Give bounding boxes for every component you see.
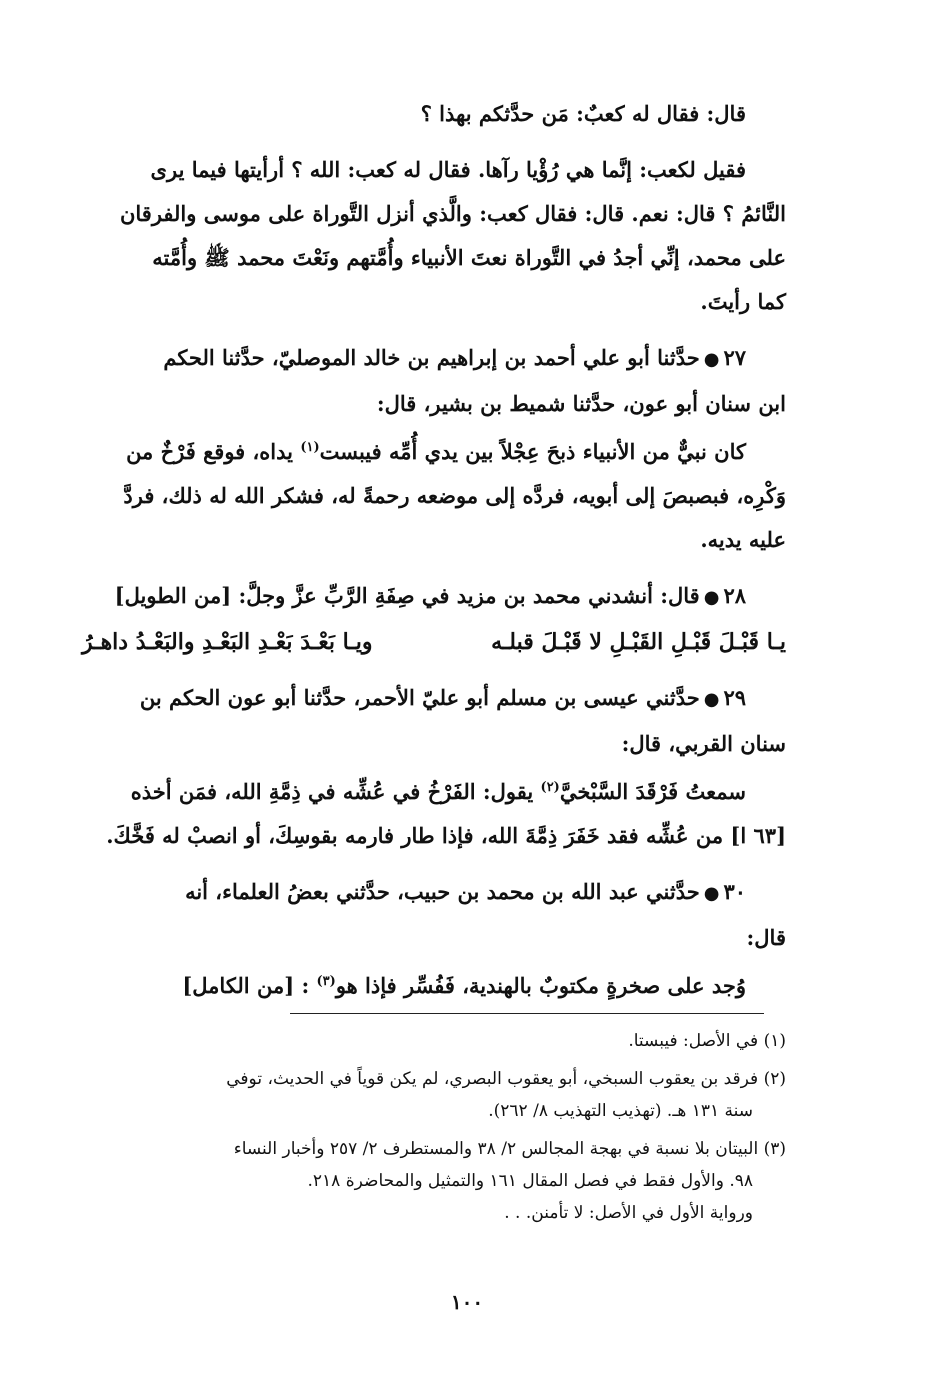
footnote-mark: (٣) [763,1139,786,1159]
footnote-2-line1 [82,1063,786,1095]
hadith-29-body-line2: [٦٣ ا] من عُشِّه فقد خَفَرَ ذِمَّةَ الله، فإذا طار فارمه بقوسِكَ، أو انصبْ له فَخَّكَ. [106,823,786,848]
hadith-27-body-text-b: يداه، فوقع فَرْخٌ من [126,439,293,464]
hadith-29 [82,676,786,858]
main-text [82,92,786,1008]
para2-line2: النَّائمُ ؟ قال: نعم. قال: فقال كعب: والَّذي أنزل التَّوراة على موسى والفرقان [119,201,786,226]
hadith-28-line1 [82,574,786,620]
footnote-3-line1 [82,1133,786,1165]
hadith-number: ٢٨ [723,583,746,608]
hadith-30-body-line1 [82,960,786,1008]
hadith-30-isnad-line1 [82,870,786,916]
footnote-ref-1[interactable]: (١) [300,440,320,455]
hadith-27-body-line2: وَكْرِه، فبصبصَ إلى أبويه، فردَّه إلى موضعه رحمةً له، فشكر الله له ذلك، فردَّ [123,483,786,508]
bullet-icon: ● [703,587,720,608]
footnote-divider [290,1013,764,1014]
verse-second-hemistich: ويـا بَعْـدَ بَعْـدِ البَعْـدِ والبَعْـدُ داهـرُ [82,629,373,655]
para1-line1: قال: فقال له كعبٌ: مَن حدَّثكم بهذا ؟ [420,101,746,126]
hadith-27-body-line3: عليه يديه. [700,527,786,552]
footnote-2-line2: سنة ١٣١ هـ. (تهذيب التهذيب ٨/ ٢٦٢). [488,1101,753,1121]
hadith-29-body-text-a: سمعتُ فَرْقَدَ السَّبْخيَّ [559,779,746,804]
hadith-29-isnad-line2: سنان القربي، قال: [621,731,786,756]
hadith-28 [82,574,786,664]
footnote-1-line [82,1025,786,1057]
bullet-icon: ● [703,349,720,370]
hadith-29-body-text-b: يقول: الفَرْخُ في عُشِّه في ذِمَّةِ الله، فمَن أخذه [130,779,534,804]
footnote-3 [82,1133,786,1229]
para2-line4: كما رأيتَ. [700,289,786,314]
footnotes [82,1025,786,1235]
paragraph-1 [82,92,786,136]
hadith-27-body-line1 [82,426,786,474]
hadith-30 [82,870,786,1008]
footnote-text: فرقد بن يعقوب السبخي، أبو يعقوب البصري، لم يكن قوياً في الحديث، توفي [226,1069,759,1089]
footnote-2 [82,1063,786,1127]
hadith-30-isnad-line2: قال: [746,925,786,950]
hadith-27-isnad-line1 [82,336,786,382]
footnote-text: البيتان بلا نسبة في بهجة المجالس ٢/ ٣٨ والمستطرف ٢/ ٢٥٧ وأخبار النساء [233,1139,759,1159]
hadith-30-body-text-a: وُجد على صخرةٍ مكتوبٌ بالهندية، فَفُسِّر فإذا هو [335,973,746,998]
footnote-3-line3: ورواية الأول في الأصل: لا تأمنن. . . [504,1203,753,1223]
hadith-29-isnad-line1 [82,676,786,722]
footnote-mark: (١) [763,1031,786,1051]
hadith-27-isnad-line2: ابن سنان أبو عون، حدَّثنا شميط بن بشير، قال: [376,391,786,416]
bullet-icon: ● [703,883,720,904]
verse-first-hemistich: يـا قَبْـلَ قَبْـلِ القَبْـلِ لا قَبْـلَ قبلـه [491,629,786,655]
page-number: ١٠٠ [450,1290,484,1314]
bullet-icon: ● [703,689,720,710]
para2-line1: فقيل لكعب: إنَّما هي رُؤْيا رآها. فقال له كعب: الله ؟ أرأيتها فيما يرى [150,157,746,182]
hadith-number: ٣٠ [723,879,746,904]
paragraph-2 [82,148,786,324]
footnote-1 [82,1025,786,1057]
footnote-3-line2: ٩٨. والأول فقط في فصل المقال ١٦١ والتمثيل والمحاضرة ٢١٨. [307,1171,753,1191]
hadith-27-isnad-text: حدَّثنا أبو علي أحمد بن إبراهيم بن خالد الموصليّ، حدَّثنا الحكم [163,345,700,370]
hadith-30-body-text-b: : [من الكامل] [182,973,310,998]
footnote-ref-2[interactable]: (٢) [540,780,560,795]
hadith-29-body-line1 [82,766,786,814]
para2-line3: على محمد، إنِّي أجدُ في التَّوراة نعتَ الأنبياء وأُمَّتهم ونَعْتَ محمد ﷺ وأُمَّته [152,245,786,270]
footnote-ref-3[interactable]: (٣) [316,974,336,989]
hadith-27-body-text: كان نبيٌّ من الأنبياء ذبحَ عِجْلاً بين يدي أُمِّه فيبست [319,439,746,464]
footnote-mark: (٢) [763,1069,786,1089]
hadith-number: ٢٩ [723,685,746,710]
hadith-29-isnad-text: حدَّثني عيسى بن مسلم أبو عليّ الأحمر، حدَّثنا أبو عون الحكم بن [139,685,700,710]
hadith-30-isnad-text: حدَّثني عبد الله بن محمد بن حبيب، حدَّثني بعضُ العلماء، أنه [185,879,700,904]
hadith-27 [82,336,786,562]
footnote-text: في الأصل: فيبستا. [628,1031,759,1051]
hadith-28-text: قال: أنشدني محمد بن مزيد في صِفَةِ الرَّبِّ عزَّ وجلَّ: [من الطويل] [114,583,700,608]
hadith-number: ٢٧ [723,345,746,370]
poem-verse [82,620,786,664]
